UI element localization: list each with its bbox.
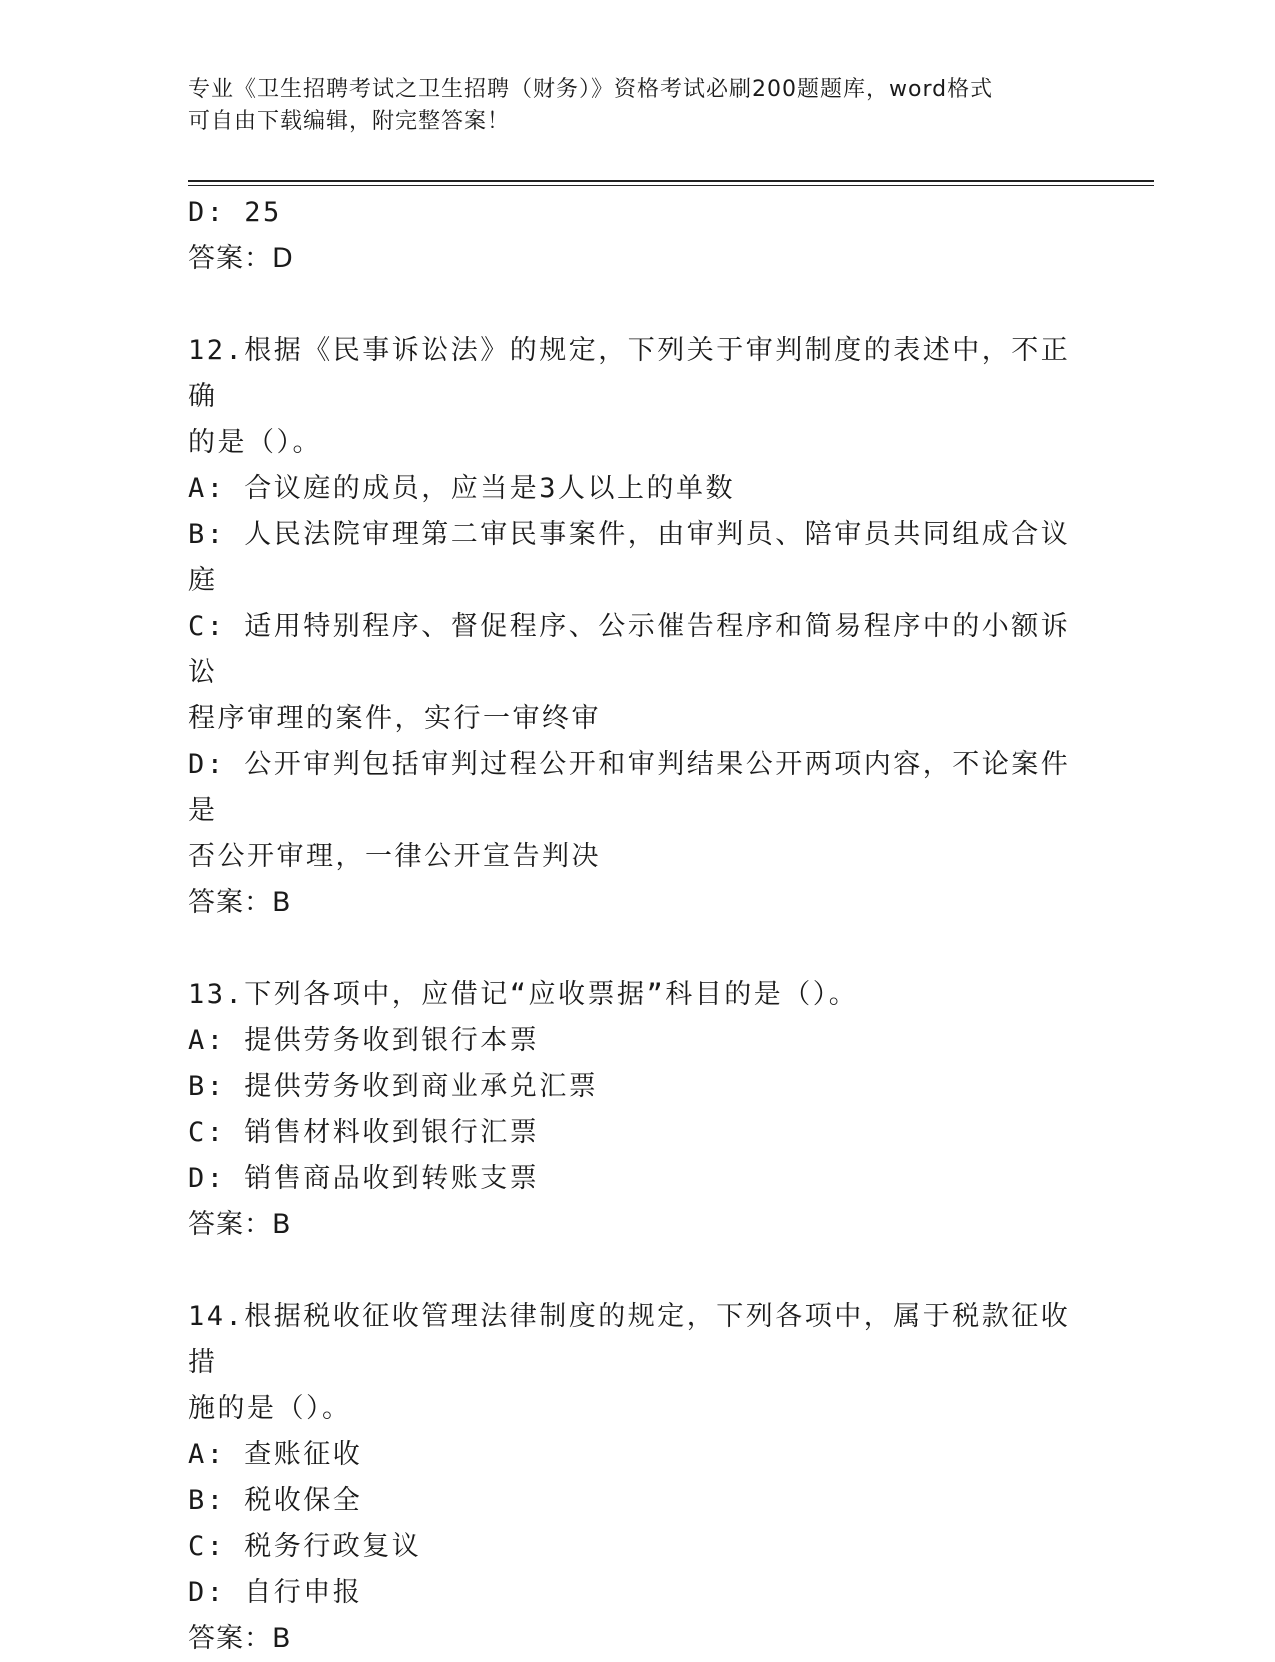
option-b: B: 提供劳务收到商业承兑汇票 <box>188 1071 599 1102</box>
header-line-2: 可自由下载编辑，附完整答案！ <box>188 109 511 134</box>
question-12 <box>188 328 1088 926</box>
question-stem: 14.根据税收征收管理法律制度的规定，下列各项中，属于税款征收措 <box>188 1301 1071 1378</box>
document-header <box>188 74 1088 138</box>
option-b: B: 税收保全 <box>188 1485 363 1516</box>
answer: 答案：B <box>188 1623 292 1654</box>
option-c: 程序审理的案件，实行一审终审 <box>188 703 601 734</box>
option-a: A: 提供劳务收到银行本票 <box>188 1025 540 1056</box>
header-line-1: 专业《卫生招聘考试之卫生招聘（财务）》资格考试必刷200题题库，word格式 <box>188 77 994 102</box>
answer: 答案：B <box>188 1209 292 1240</box>
answer: 答案：B <box>188 887 292 918</box>
option-d: D: 销售商品收到转账支票 <box>188 1163 540 1194</box>
header-rule-thick <box>188 180 1154 182</box>
answer: 答案：D <box>188 243 294 274</box>
option-d: D: 自行申报 <box>188 1577 363 1608</box>
question-stem: 施的是（）。 <box>188 1393 352 1424</box>
option-d: 否公开审理，一律公开宣告判决 <box>188 841 601 872</box>
question-stem: 的是（）。 <box>188 427 322 458</box>
question-stem: 12.根据《民事诉讼法》的规定，下列关于审判制度的表述中，不正确 <box>188 335 1071 412</box>
header-rule-thin <box>188 185 1154 186</box>
option-a: A: 合议庭的成员，应当是3人以上的单数 <box>188 473 736 504</box>
option-d: D: 公开审判包括审判过程公开和审判结果公开两项内容，不论案件是 <box>188 749 1071 826</box>
option-b: B: 人民法院审理第二审民事案件，由审判员、陪审员共同组成合议庭 <box>188 519 1071 596</box>
question-14 <box>188 1294 1088 1662</box>
previous-question-tail <box>188 190 1088 282</box>
document-body <box>188 190 1088 1662</box>
option-c: C: 销售材料收到银行汇票 <box>188 1117 540 1148</box>
question-13 <box>188 972 1088 1248</box>
question-stem: 13.下列各项中，应借记“应收票据”科目的是（）。 <box>188 979 859 1010</box>
option-d: D: 25 <box>188 197 282 228</box>
option-c: C: 税务行政复议 <box>188 1531 422 1562</box>
option-a: A: 查账征收 <box>188 1439 363 1470</box>
option-c: C: 适用特别程序、督促程序、公示催告程序和简易程序中的小额诉讼 <box>188 611 1071 688</box>
